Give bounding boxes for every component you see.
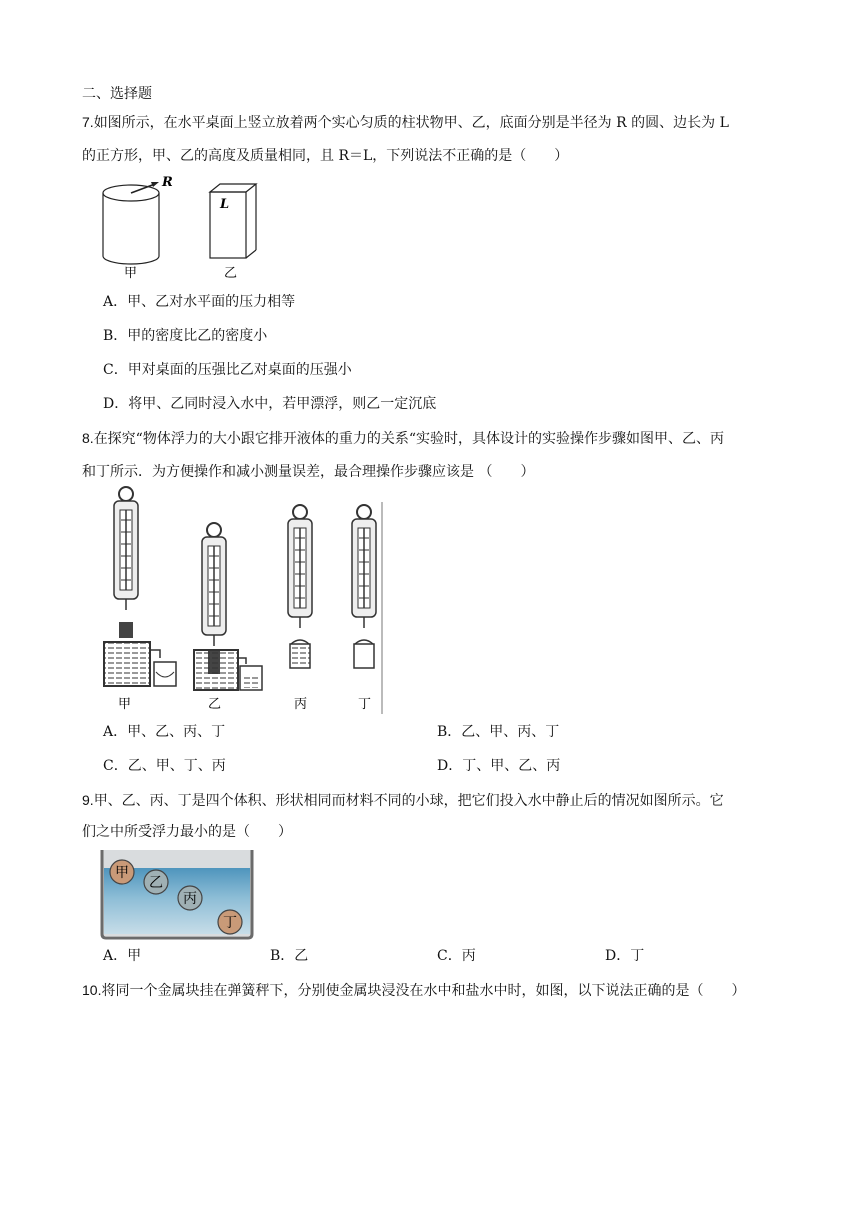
side-label: L: [220, 197, 230, 212]
question-10-number: 10.: [82, 982, 102, 998]
question-7-option-b[interactable]: B．甲的密度比乙的密度小: [103, 328, 268, 344]
question-8-option-a[interactable]: A．甲、乙、丙、丁: [103, 724, 226, 740]
svg-text:甲: 甲: [115, 865, 129, 881]
question-8-option-b[interactable]: B．乙、甲、丙、丁: [437, 724, 560, 740]
prism-figure: [210, 184, 256, 258]
question-8-stem-line2: 和丁所示．为方便操作和减小测量误差，最合理操作步骤应该是 （ ）: [82, 464, 535, 480]
question-7-option-d[interactable]: D．将甲、乙同时浸入水中，若甲漂浮，则乙一定沉底: [103, 396, 437, 412]
question-8-option-c[interactable]: C．乙、甲、丁、丙: [103, 758, 226, 774]
question-7-stem-line1: [82, 112, 729, 133]
ball-bing: [178, 886, 202, 910]
question-8-stem-line1: [82, 428, 724, 449]
question-9-option-b[interactable]: B．乙: [270, 948, 309, 964]
svg-text:乙: 乙: [149, 875, 163, 891]
experiment-label-yi: 乙: [208, 697, 222, 712]
question-9-option-c[interactable]: C．丙: [437, 948, 476, 964]
ball-yi: [144, 870, 168, 894]
cylinder-label: 甲: [124, 266, 138, 281]
experiment-label-jia: 甲: [118, 697, 132, 712]
svg-text:丁: 丁: [223, 915, 237, 931]
question-8-text-1: 在探究“物体浮力的大小跟它排开液体的重力的关系“实验时，具体设计的实验操作步骤如图甲、乙、丙: [93, 431, 724, 447]
experiment-label-bing: 丙: [294, 697, 308, 712]
question-7-stem-line2: 的正方形，甲、乙的高度及质量相同，且 R＝L，下列说法不正确的是（ ）: [82, 148, 569, 164]
question-7-option-c[interactable]: C．甲对桌面的压强比乙对桌面的压强小: [103, 362, 352, 378]
question-7-number: 7.: [82, 114, 94, 130]
ball-jia: [110, 860, 134, 884]
question-7-text-1: 如图所示，在水平桌面上竖立放着两个实心匀质的柱状物甲、乙，底面分别是半径为 R 的圆、边长为 L: [93, 115, 729, 131]
question-9-number: 9.: [82, 792, 94, 808]
question-8-figure: [100, 486, 390, 714]
question-8-option-d[interactable]: D．丁、甲、乙、丙: [437, 758, 561, 774]
question-9-stem-line2: 们之中所受浮力最小的是（ ）: [82, 824, 292, 840]
question-9-figure: [100, 848, 256, 940]
question-10-stem-line1: [82, 980, 745, 1001]
question-10-text-1: 将同一个金属块挂在弹簧秤下，分别使金属块浸没在水中和盐水中时，如图，以下说法正确的是（ ）: [101, 983, 746, 999]
prism-label: 乙: [224, 266, 238, 281]
radius-label: R: [162, 175, 173, 190]
question-9-stem-line1: [82, 790, 724, 811]
section-title: 二、选择题: [82, 86, 152, 102]
question-9-option-a[interactable]: A．甲: [103, 948, 142, 964]
svg-text:丙: 丙: [183, 891, 197, 907]
question-9-option-d[interactable]: D．丁: [605, 948, 645, 964]
ball-ding: [218, 910, 242, 934]
question-7-option-a[interactable]: A．甲、乙对水平面的压力相等: [103, 294, 296, 310]
question-7-figure: [96, 174, 276, 284]
question-8-number: 8.: [82, 430, 94, 446]
question-9-text-1: 甲、乙、丙、丁是四个体积、形状相同而材料不同的小球，把它们投入水中静止后的情况如图所示。它: [93, 793, 724, 809]
experiment-label-ding: 丁: [358, 697, 372, 712]
cylinder-figure: [103, 182, 159, 264]
